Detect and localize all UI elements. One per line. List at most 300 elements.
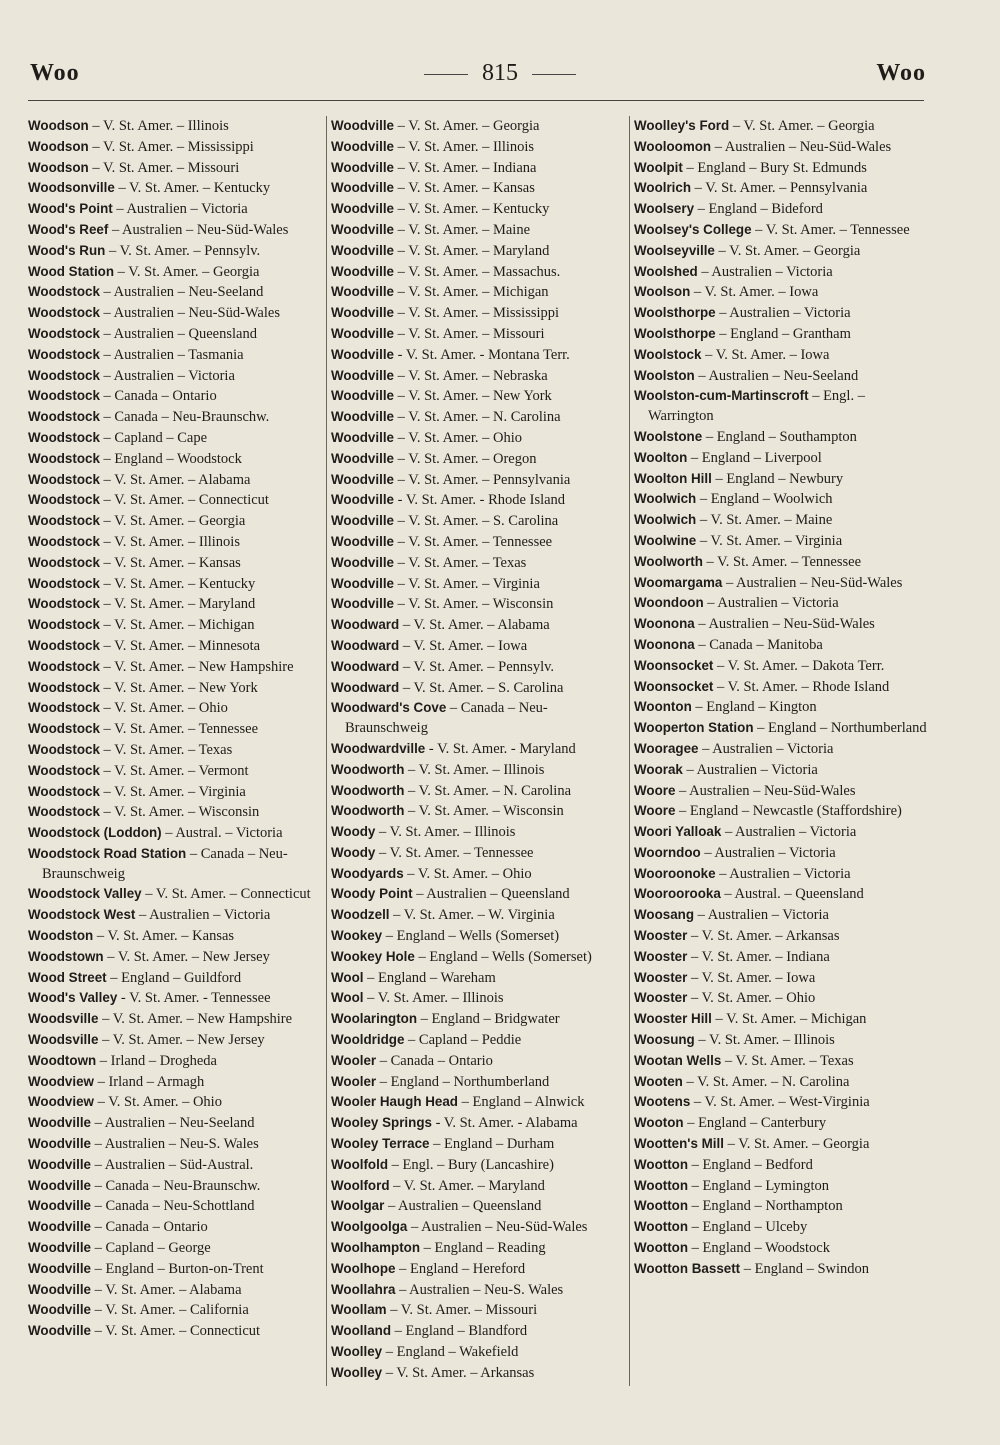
gazetteer-entry	[331, 303, 627, 324]
entry-location: – England – Northampton	[688, 1198, 843, 1215]
entry-location: – V. St. Amer. – Massachus.	[394, 263, 561, 280]
gazetteer-entry	[331, 988, 627, 1009]
entry-place-name: Woodview	[28, 1073, 94, 1089]
entry-location: – Australien – Neu-Süd-Wales	[407, 1219, 588, 1236]
entry-location: – England – Burton-on-Trent	[91, 1260, 264, 1277]
gazetteer-entry	[331, 1363, 627, 1384]
entry-location: – Australien – Victoria	[697, 263, 833, 280]
gazetteer-entry	[634, 531, 928, 552]
entry-place-name: Woodville	[28, 1323, 91, 1339]
entry-place-name: Woody	[331, 844, 376, 860]
entry-location: – England – Bideford	[694, 201, 823, 218]
entry-location: – V. St. Amer. – Kentucky	[394, 201, 550, 218]
entry-place-name: Woolson	[634, 284, 691, 300]
entry-location: – Australien – Neu-Seeland	[694, 367, 859, 384]
entry-location: – England – Northumberland	[376, 1073, 550, 1090]
gazetteer-entry	[331, 698, 627, 739]
gazetteer-entry	[634, 947, 928, 968]
entry-place-name: Woodstock	[28, 305, 100, 321]
gazetteer-entry	[634, 801, 928, 822]
entry-place-name: Woodstock	[28, 450, 100, 466]
gazetteer-entry	[331, 1134, 627, 1155]
entry-place-name: Wootton	[634, 1198, 689, 1214]
gazetteer-entry	[331, 678, 627, 699]
entry-location: – England – Blandford	[391, 1323, 528, 1340]
entry-place-name: Woodville	[331, 554, 394, 570]
entry-place-name: Woodville	[28, 1302, 91, 1318]
entry-location: - V. St. Amer. - Montana Terr.	[394, 346, 570, 363]
gazetteer-entry	[28, 449, 322, 470]
entry-location: – V. St. Amer. – Ohio	[403, 865, 532, 882]
entry-place-name: Woolstone	[634, 428, 703, 444]
gazetteer-entry	[331, 449, 627, 470]
entry-location: – V. St. Amer. – Georgia	[114, 263, 260, 280]
entry-location: – England – Durham	[429, 1136, 555, 1153]
entry-place-name: Wooley Terrace	[331, 1136, 430, 1152]
entry-place-name: Woomargama	[634, 574, 723, 590]
gazetteer-entry	[331, 1238, 627, 1259]
gazetteer-entry	[28, 386, 322, 407]
gazetteer-entry	[634, 469, 928, 490]
entry-location: – England – Ulceby	[688, 1219, 808, 1236]
entry-place-name: Wooler Haugh Head	[331, 1094, 458, 1110]
entry-place-name: Woodworth	[331, 782, 405, 798]
entry-location: – V. St. Amer. – Oregon	[394, 450, 537, 467]
entry-location: – Capland – Cape	[99, 429, 208, 446]
entry-location: – V. St. Amer. – Michigan	[99, 617, 255, 634]
entry-place-name: Wootens	[634, 1094, 691, 1110]
entry-location: – Australien – Neu-Seeland	[91, 1115, 255, 1132]
gazetteer-entry	[634, 1051, 928, 1072]
entry-location: – England – Newbury	[711, 470, 844, 487]
gazetteer-entry	[331, 345, 627, 366]
gazetteer-entry	[331, 116, 627, 137]
entry-location: – V. St. Amer. – Indiana	[687, 948, 830, 965]
entry-place-name: Woodsville	[28, 1011, 99, 1027]
entry-location: – V. St. Amer. – Illinois	[99, 533, 240, 550]
gazetteer-entry	[28, 220, 322, 241]
entry-location: – V. St. Amer. – S. Carolina	[394, 513, 559, 530]
entry-location: – V. St. Amer. – Illinois	[363, 990, 504, 1007]
entry-place-name: Woodstock	[28, 388, 100, 404]
entry-location: – Capland – Peddie	[404, 1032, 522, 1049]
gazetteer-entry	[634, 1072, 928, 1093]
gazetteer-entry	[331, 178, 627, 199]
entry-place-name: Woolston	[634, 367, 695, 383]
entry-place-name: Wooton	[634, 1115, 684, 1131]
entry-place-name: Woodstock	[28, 325, 100, 341]
entry-place-name: Woolsthorpe	[634, 325, 716, 341]
entry-location: – V. St. Amer. – Indiana	[394, 159, 537, 176]
entry-place-name: Woodville	[28, 1136, 91, 1152]
entry-location: – Canada – Neu-Braunschweig	[42, 845, 288, 882]
gazetteer-entry	[634, 864, 928, 885]
entry-place-name: Woodzell	[331, 907, 390, 923]
gazetteer-entry	[28, 1134, 322, 1155]
entry-location: – V. St. Amer. – Pennsylv.	[105, 242, 261, 259]
gazetteer-entry	[634, 635, 928, 656]
entry-location: – V. St. Amer. – Tennessee	[394, 533, 553, 550]
gazetteer-entry	[331, 574, 627, 595]
entry-place-name: Woodville	[28, 1219, 91, 1235]
entry-location: – V. St. Amer. – Maine	[394, 221, 531, 238]
entry-place-name: Woolford	[331, 1177, 390, 1193]
header-dash-right	[532, 74, 576, 75]
entry-location: – V. St. Amer. – Ohio	[99, 700, 228, 717]
entry-location: – V. St. Amer. – New Hampshire	[99, 658, 294, 675]
entry-location: – V. St. Amer. – West-Virginia	[690, 1094, 870, 1111]
entry-place-name: Woodstock	[28, 471, 100, 487]
entry-place-name: Woodville	[28, 1156, 91, 1172]
entry-location: – V. St. Amer. – Missouri	[394, 325, 545, 342]
gazetteer-entry	[634, 552, 928, 573]
gazetteer-entry	[28, 574, 322, 595]
header-rule	[28, 100, 924, 101]
gazetteer-entry	[331, 843, 627, 864]
entry-place-name: Woodstock	[28, 533, 100, 549]
entry-place-name: Woore	[634, 803, 676, 819]
entry-location: – Australien – Neu-S. Wales	[91, 1136, 259, 1153]
entry-place-name: Woolley	[331, 1344, 383, 1360]
gazetteer-entry	[331, 760, 627, 781]
gazetteer-entry	[28, 282, 322, 303]
entry-place-name: Wood's Reef	[28, 221, 109, 237]
entry-location: – V. St. Amer. – Iowa	[701, 346, 830, 363]
gazetteer-entry	[331, 905, 627, 926]
entry-place-name: Woodson	[28, 118, 89, 133]
entry-location: – V. St. Amer. – Iowa	[687, 969, 816, 986]
entry-place-name: Woolsery	[634, 201, 695, 217]
entry-place-name: Woodstock	[28, 367, 100, 383]
entry-place-name: Woolley	[331, 1364, 383, 1380]
entry-location: – V. St. Amer. – Georgia	[723, 1136, 870, 1153]
entry-location: – V. St. Amer. – New York	[394, 388, 552, 405]
gazetteer-entry	[28, 657, 322, 678]
entry-place-name: Woodsonville	[28, 180, 115, 196]
entry-location: – England – Swindon	[740, 1260, 870, 1277]
gazetteer-entry	[28, 1321, 322, 1342]
entry-location: – Engl. – Bury (Lancashire)	[388, 1156, 554, 1173]
gazetteer-entry	[634, 158, 928, 179]
entry-place-name: Woodsville	[28, 1032, 99, 1048]
entry-location: – V. St. Amer. – Nebraska	[394, 367, 548, 384]
gazetteer-entry	[331, 1217, 627, 1238]
entry-location: – England – Grantham	[715, 325, 851, 342]
entry-location: – Engl. – Warrington	[648, 388, 865, 425]
entry-place-name: Woodstock	[28, 637, 100, 653]
entry-place-name: Woodward	[331, 658, 400, 674]
entry-place-name: Wood's Point	[28, 201, 113, 217]
entry-place-name: Woodview	[28, 1094, 94, 1110]
gazetteer-entry	[634, 1176, 928, 1197]
entry-place-name: Woodstock	[28, 721, 100, 737]
entry-location: – England – Lymington	[688, 1177, 830, 1194]
entry-place-name: Woodstock Road Station	[28, 845, 187, 861]
entry-place-name: Woodstown	[28, 948, 104, 964]
entry-location: – V. St. Amer. – Illinois	[694, 1032, 835, 1049]
entry-place-name: Woosung	[634, 1032, 695, 1048]
entry-place-name: Woolgoolga	[331, 1219, 408, 1235]
gazetteer-entry	[331, 594, 627, 615]
entry-location: – V. St. Amer. – Tennessee	[99, 721, 259, 738]
entry-location: – V. St. Amer. – Michigan	[711, 1011, 867, 1028]
entry-location: – V. St. Amer. – Ohio	[394, 429, 522, 446]
entry-place-name: Woodville	[28, 1115, 91, 1131]
gazetteer-entry	[331, 968, 627, 989]
entry-location: – Australien – Victoria	[700, 844, 836, 861]
entry-place-name: Woodstock	[28, 762, 100, 778]
entry-location: – Canada – Ontario	[376, 1052, 493, 1069]
gazetteer-entry	[28, 1072, 322, 1093]
entry-location: – V. St. Amer. – California	[91, 1302, 249, 1319]
column-divider-2	[629, 116, 630, 1386]
entry-place-name: Woodstock	[28, 409, 100, 425]
gazetteer-entry	[634, 1092, 928, 1113]
entry-place-name: Woodville	[331, 242, 394, 258]
entry-location: – V. St. Amer. – Arkansas	[687, 928, 840, 945]
entry-location: – England – Liverpool	[687, 449, 822, 466]
entry-place-name: Woolwich	[634, 512, 697, 528]
gazetteer-entry	[28, 241, 322, 262]
entry-place-name: Woodstock	[28, 741, 100, 757]
entry-location: - V. St. Amer. - Tennessee	[117, 990, 271, 1007]
entry-location: – England – Northumberland	[753, 720, 927, 737]
gazetteer-entry	[331, 822, 627, 843]
entry-location: – V. St. Amer. – N. Carolina	[682, 1073, 850, 1090]
entry-place-name: Woodville	[331, 471, 394, 487]
gazetteer-entry	[331, 511, 627, 532]
gazetteer-entry	[634, 739, 928, 760]
page-number: 815	[482, 60, 518, 86]
entry-location: – England – Wareham	[363, 969, 496, 986]
entry-place-name: Woolston-cum-Martinscroft	[634, 388, 809, 404]
gazetteer-entry	[28, 926, 322, 947]
gazetteer-entry	[331, 1113, 627, 1134]
entry-location: – V. St. Amer. – New Hampshire	[98, 1011, 293, 1028]
entry-location: – V. St. Amer. – Tennessee	[751, 221, 910, 238]
gazetteer-entry	[634, 905, 928, 926]
entry-place-name: Wood Station	[28, 263, 115, 279]
gazetteer-entry	[634, 1238, 928, 1259]
gazetteer-entry	[331, 158, 627, 179]
entry-place-name: Wooley Springs	[331, 1115, 432, 1131]
entry-place-name: Wood's Run	[28, 242, 106, 258]
gazetteer-entry	[331, 1051, 627, 1072]
entry-location: – V. St. Amer. – Georgia	[394, 118, 540, 134]
entry-place-name: Wooster	[634, 990, 688, 1006]
gazetteer-entry	[634, 345, 928, 366]
column-1	[28, 116, 322, 1342]
entry-place-name: Woonsocket	[634, 678, 714, 694]
entry-place-name: Woodstock	[28, 596, 100, 612]
gazetteer-entry	[331, 657, 627, 678]
entry-place-name: Woodville	[331, 221, 394, 237]
running-head-right: Woo	[876, 60, 926, 86]
gazetteer-entry	[331, 615, 627, 636]
entry-place-name: Woori Yalloak	[634, 824, 722, 840]
entry-location: – Australien – Queensland	[412, 886, 570, 903]
gazetteer-entry	[634, 178, 928, 199]
gazetteer-entry	[28, 345, 322, 366]
entry-place-name: Wooldridge	[331, 1032, 405, 1048]
entry-location: – V. St. Amer. – Kansas	[394, 180, 535, 197]
entry-place-name: Woolton	[634, 449, 688, 465]
entry-location: – V. St. Amer. – Virginia	[394, 575, 540, 592]
gazetteer-entry	[634, 1196, 928, 1217]
entry-place-name: Woodville	[331, 533, 394, 549]
entry-location: – V. St. Amer. – Michigan	[394, 284, 549, 301]
gazetteer-entry	[634, 199, 928, 220]
gazetteer-entry	[331, 1030, 627, 1051]
entry-location: – England – Wakefield	[382, 1344, 519, 1361]
entry-location: – Irland – Armagh	[93, 1073, 205, 1090]
entry-place-name: Woodstock Valley	[28, 886, 142, 902]
entry-place-name: Wootton	[634, 1156, 689, 1172]
entry-place-name: Woodstock (Loddon)	[28, 825, 162, 841]
entry-place-name: Woorak	[634, 761, 683, 777]
entry-location: – Capland – George	[91, 1240, 211, 1257]
entry-place-name: Wool	[331, 969, 364, 985]
entry-place-name: Woolhope	[331, 1260, 396, 1276]
entry-location: – England – Bridgwater	[417, 1011, 560, 1028]
gazetteer-entry	[331, 386, 627, 407]
entry-place-name: Woodville	[331, 429, 394, 445]
gazetteer-entry	[28, 116, 322, 137]
entry-location: – V. St. Amer. – Pennsylvania	[691, 180, 868, 197]
gazetteer-entry	[331, 282, 627, 303]
entry-place-name: Woollam	[331, 1302, 387, 1318]
entry-location: – Australien – Neu-S. Wales	[395, 1281, 564, 1298]
entry-place-name: Woodstock	[28, 554, 100, 570]
entry-place-name: Wood's Valley	[28, 990, 118, 1006]
gazetteer-entry	[634, 656, 928, 677]
entry-place-name: Woolgar	[331, 1198, 385, 1214]
gazetteer-entry	[28, 532, 322, 553]
gazetteer-entry	[28, 407, 322, 428]
entry-place-name: Woodville	[28, 1198, 91, 1214]
entry-place-name: Woodville	[331, 596, 394, 612]
entry-location: – England – Guildford	[106, 969, 242, 986]
gazetteer-entry	[634, 116, 928, 137]
entry-location: – England – Wells (Somerset)	[382, 928, 560, 945]
entry-place-name: Woodville	[331, 575, 394, 591]
entry-place-name: Woodville	[331, 118, 394, 133]
gazetteer-entry	[634, 843, 928, 864]
entry-location: – V. St. Amer. – Illinois	[88, 118, 229, 134]
entry-location: – V. St. Amer. – Kentucky	[99, 575, 256, 592]
entry-location: – V. St. Amer. – Georgia	[714, 242, 861, 259]
gazetteer-entry	[634, 573, 928, 594]
gazetteer-entry	[28, 1217, 322, 1238]
entry-location: – Australien – Neu-Süd-Wales	[108, 221, 289, 238]
gazetteer-entry	[28, 199, 322, 220]
entry-place-name: Wootton	[634, 1240, 689, 1256]
entry-place-name: Woonona	[634, 636, 695, 652]
gazetteer-entry	[331, 428, 627, 449]
gazetteer-entry	[331, 1092, 627, 1113]
entry-location: – V. St. Amer. – Kansas	[99, 554, 241, 571]
entry-location: – Australien – Queensland	[384, 1198, 542, 1215]
entry-location: – V. St. Amer. – Iowa	[690, 284, 819, 301]
gazetteer-entry	[331, 1280, 627, 1301]
gazetteer-entry	[28, 553, 322, 574]
entry-location: – V. St. Amer. – Alabama	[399, 617, 550, 634]
gazetteer-entry	[634, 1259, 928, 1280]
entry-location: – Australien – Victoria	[135, 907, 271, 924]
gazetteer-entry	[331, 801, 627, 822]
gazetteer-entry	[331, 1176, 627, 1197]
gazetteer-entry	[634, 262, 928, 283]
entry-place-name: Woodville	[331, 492, 394, 508]
entry-location: – V. St. Amer. – Georgia	[729, 118, 875, 134]
entry-location: – V. St. Amer. – Illinois	[404, 761, 545, 778]
entry-place-name: Woodstock	[28, 513, 100, 529]
gazetteer-entry	[28, 884, 322, 905]
gazetteer-entry	[634, 448, 928, 469]
entry-location: – V. St. Amer. – S. Carolina	[399, 679, 564, 696]
entry-place-name: Woodville	[331, 346, 394, 362]
entry-location: – England – Alnwick	[457, 1094, 585, 1111]
entry-place-name: Wooster	[634, 969, 688, 985]
gazetteer-entry	[28, 1009, 322, 1030]
gazetteer-entry	[634, 718, 928, 739]
entry-place-name: Wooloomon	[634, 138, 712, 154]
entry-location: – Australien – Victoria	[721, 824, 857, 841]
entry-place-name: Wooster	[634, 928, 688, 944]
entry-place-name: Woodson	[28, 138, 89, 154]
entry-location: – V. St. Amer. – Wisconsin	[99, 804, 260, 821]
entry-place-name: Woolland	[331, 1323, 392, 1339]
entry-place-name: Woodstock	[28, 804, 100, 820]
entry-place-name: Woodstock	[28, 429, 100, 445]
entry-place-name: Woodville	[331, 513, 394, 529]
entry-place-name: Wootton	[634, 1219, 689, 1235]
column-divider-1	[326, 116, 327, 1386]
entry-place-name: Woolwine	[634, 532, 697, 548]
entry-place-name: Wooler	[331, 1052, 377, 1068]
entry-place-name: Wooroonoke	[634, 865, 716, 881]
header-dash-left	[424, 74, 468, 75]
gazetteer-entry	[331, 220, 627, 241]
entry-place-name: Woodstock West	[28, 907, 136, 923]
gazetteer-entry	[331, 1009, 627, 1030]
gazetteer-entry	[634, 884, 928, 905]
gazetteer-entry	[634, 220, 928, 241]
entry-location: – V. St. Amer. – Alabama	[91, 1281, 242, 1298]
gazetteer-entry	[28, 740, 322, 761]
gazetteer-entry	[634, 137, 928, 158]
entry-location: – Australien – Neu-Süd-Wales	[694, 616, 875, 633]
gazetteer-entry	[634, 697, 928, 718]
entry-location: – Australien – Queensland	[99, 325, 257, 342]
entry-place-name: Wooster	[634, 948, 688, 964]
entry-place-name: Woolley's Ford	[634, 118, 730, 133]
entry-location: – Irland – Drogheda	[96, 1052, 217, 1069]
entry-location: – V. St. Amer. – Illinois	[394, 138, 535, 155]
entry-location: – Australien – Neu-Süd-Wales	[99, 305, 280, 322]
entry-place-name: Woosang	[634, 907, 695, 923]
entry-place-name: Woodstock	[28, 284, 100, 300]
gazetteer-entry	[331, 470, 627, 491]
gazetteer-entry	[634, 1217, 928, 1238]
gazetteer-entry	[28, 1196, 322, 1217]
gazetteer-entry	[28, 823, 322, 844]
entry-place-name: Woollahra	[331, 1281, 396, 1297]
entry-location: – England – Woodstock	[99, 450, 242, 467]
entry-place-name: Woodville	[331, 325, 394, 341]
gazetteer-entry	[331, 864, 627, 885]
entry-location: – England – Wells (Somerset)	[414, 948, 592, 965]
